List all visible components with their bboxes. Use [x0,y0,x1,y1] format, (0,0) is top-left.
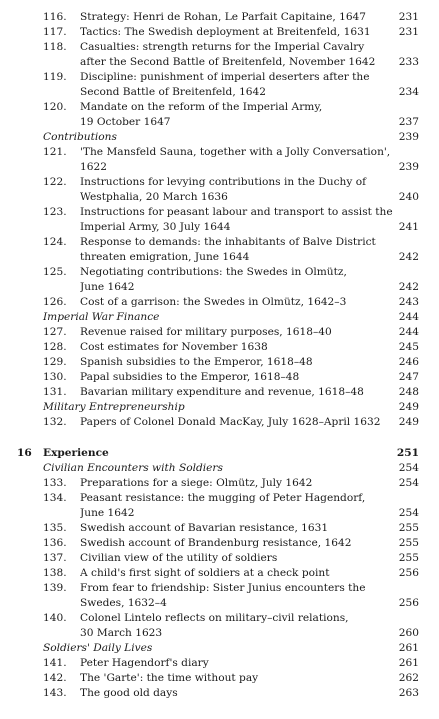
toc-entry-line [0,55,439,70]
entry-page-number: 243 [398,296,419,308]
entry-page-number: 231 [398,26,419,38]
entry-number: 119. [43,71,67,83]
toc-entry-line [0,70,439,85]
section-title: Civilian Encounters with Soldiers [43,462,223,474]
toc-entry-line [0,280,439,295]
entry-page-number: 233 [398,56,419,68]
entry-title: June 1642 [80,507,135,519]
entry-page-number: 260 [398,627,419,639]
entry-page-number: 254 [398,507,419,519]
chapter-page-number: 251 [396,447,419,459]
entry-title: Instructions for peasant labour and transport to assist the [80,206,393,218]
toc-entry-line [0,476,439,491]
entry-title: June 1642 [80,281,135,293]
entry-title: threaten emigration, June 1644 [80,251,250,263]
toc-entry-line [0,521,439,536]
entry-title: Swedish account of Bavarian resistance, 1631 [80,522,329,534]
entry-title: Casualties: strength returns for the Imperial Cavalry [80,41,365,53]
toc-entry-line [0,85,439,100]
entry-title: The 'Garte': the time without pay [80,672,259,684]
entry-page-number: 237 [398,116,419,128]
entry-page-number: 234 [398,86,419,98]
entry-number: 117. [43,26,67,38]
entry-title: Preparations for a siege: Olmütz, July 1642 [80,477,313,489]
section-heading [0,641,439,656]
entry-title: Spanish subsidies to the Emperor, 1618–48 [80,356,313,368]
entry-number: 126. [43,296,67,308]
toc-entry-line [0,536,439,551]
entry-title: Swedish account of Brandenburg resistance, 1642 [80,537,352,549]
entry-title: Papers of Colonel Donald MacKay, July 1628–April 1632 [80,416,381,428]
section-heading [0,310,439,325]
entry-page-number: 256 [398,567,419,579]
section-title: Military Entrepreneurship [43,401,185,413]
toc-entry-line [0,175,439,190]
toc-entry-line [0,656,439,671]
entry-title: 19 October 1647 [80,116,171,128]
toc-entry-line [0,596,439,611]
entry-title: 1622 [80,161,107,173]
toc-entry-line [0,340,439,355]
entry-number: 138. [43,567,67,579]
entry-page-number: 263 [398,687,419,699]
entry-page-number: 262 [398,672,419,684]
chapter-number: 16 [17,447,32,459]
entry-title: Tactics: The Swedish deployment at Breitenfeld, 1631 [80,26,371,38]
entry-title: Revenue raised for military purposes, 1618–40 [80,326,332,338]
section-heading [0,461,439,476]
section-title: Soldiers' Daily Lives [43,642,153,654]
entry-page-number: 256 [398,597,419,609]
entry-title: The good old days [80,687,178,699]
entry-title: Negotiating contributions: the Swedes in Olmütz, [80,266,347,278]
entry-title: Papal subsidies to the Emperor, 1618–48 [80,371,300,383]
entry-title: A child's first sight of soldiers at a check point [80,567,330,579]
chapter-heading [0,446,439,461]
entry-title: Strategy: Henri de Rohan, Le Parfait Capitaine, 1647 [80,11,367,23]
entry-number: 137. [43,552,67,564]
entry-title: Cost of a garrison: the Swedes in Olmütz, 1642–3 [80,296,347,308]
section-page-number: 244 [398,311,419,323]
toc-entry-line [0,566,439,581]
entry-title: 30 March 1623 [80,627,163,639]
entry-number: 132. [43,416,67,428]
entry-page-number: 239 [398,161,419,173]
toc-entry-line [0,145,439,160]
entry-number: 131. [43,386,67,398]
toc-entry-line [0,250,439,265]
entry-number: 127. [43,326,67,338]
entry-number: 133. [43,477,67,489]
entry-page-number: 244 [398,326,419,338]
entry-number: 130. [43,371,67,383]
entry-number: 121. [43,146,67,158]
entry-number: 120. [43,101,67,113]
entry-number: 125. [43,266,67,278]
section-page-number: 261 [398,642,419,654]
entry-number: 129. [43,356,67,368]
toc-entry-line [0,25,439,40]
toc-entry-line [0,506,439,521]
toc-entry-line [0,235,439,250]
toc-entry-line [0,671,439,686]
toc-entry-line [0,220,439,235]
entry-number: 123. [43,206,67,218]
entry-page-number: 255 [398,522,419,534]
section-page-number: 254 [398,462,419,474]
section-heading [0,400,439,415]
entry-page-number: 249 [398,416,419,428]
toc-entry-line [0,205,439,220]
toc-entry-line [0,355,439,370]
toc-entry-line [0,581,439,596]
entry-title: Instructions for levying contributions in the Duchy of [80,176,367,188]
entry-title: Cost estimates for November 1638 [80,341,268,353]
entry-number: 124. [43,236,67,248]
entry-title: Colonel Lintelo reflects on military–civil relations, [80,612,349,624]
toc-entry-line [0,491,439,506]
entry-page-number: 245 [398,341,419,353]
entry-title: Response to demands: the inhabitants of Balve District [80,236,376,248]
entry-page-number: 242 [398,251,419,263]
entry-number: 143. [43,687,67,699]
entry-page-number: 248 [398,386,419,398]
toc-entry-line [0,626,439,641]
entry-title: Peasant resistance: the mugging of Peter Hagendorf, [80,492,366,504]
entry-title: Peter Hagendorf's diary [80,657,209,669]
toc-entry-line [0,100,439,115]
entry-title: From fear to friendship: Sister Junius encounters the [80,582,366,594]
section-heading [0,130,439,145]
section-page-number: 239 [398,131,419,143]
entry-title: after the Second Battle of Breitenfeld, November 1642 [80,56,376,68]
entry-page-number: 246 [398,356,419,368]
toc-entry-line [0,265,439,280]
entry-title: Bavarian military expenditure and revenue, 1618–48 [80,386,364,398]
entry-page-number: 255 [398,552,419,564]
entry-title: Discipline: punishment of imperial deserters after the [80,71,370,83]
entry-number: 142. [43,672,67,684]
toc-entry-line [0,551,439,566]
toc-entry-line [0,415,439,430]
toc-entry-line [0,190,439,205]
entry-page-number: 242 [398,281,419,293]
toc-entry-line [0,385,439,400]
toc-entry-line [0,325,439,340]
chapter-title: Experience [43,447,109,459]
entry-number: 118. [43,41,67,53]
entry-page-number: 247 [398,371,419,383]
entry-title: 'The Mansfeld Sauna, together with a Jolly Conversation', [80,146,391,158]
entry-title: Swedes, 1632–4 [80,597,167,609]
section-title: Contributions [43,131,117,143]
toc-entry-line [0,370,439,385]
entry-number: 139. [43,582,67,594]
toc-entry-line [0,295,439,310]
entry-number: 116. [43,11,67,23]
section-title: Imperial War Finance [43,311,160,323]
entry-title: Second Battle of Breitenfeld, 1642 [80,86,267,98]
entry-number: 128. [43,341,67,353]
entry-page-number: 241 [398,221,419,233]
entry-title: Mandate on the reform of the Imperial Army, [80,101,323,113]
entry-number: 140. [43,612,67,624]
entry-number: 134. [43,492,67,504]
toc-entry-line [0,686,439,701]
toc-entry-line [0,40,439,55]
entry-title: Imperial Army, 30 July 1644 [80,221,231,233]
entry-page-number: 255 [398,537,419,549]
section-page-number: 249 [398,401,419,413]
entry-page-number: 240 [398,191,419,203]
toc-entry-line [0,115,439,130]
entry-page-number: 254 [398,477,419,489]
entry-number: 135. [43,522,67,534]
entry-page-number: 261 [398,657,419,669]
entry-number: 136. [43,537,67,549]
toc-entry-line [0,611,439,626]
toc-entry-line [0,10,439,25]
entry-number: 122. [43,176,67,188]
entry-number: 141. [43,657,67,669]
entry-title: Westphalia, 20 March 1636 [80,191,228,203]
toc-entry-line [0,160,439,175]
entry-title: Civilian view of the utility of soldiers [80,552,278,564]
entry-page-number: 231 [398,11,419,23]
